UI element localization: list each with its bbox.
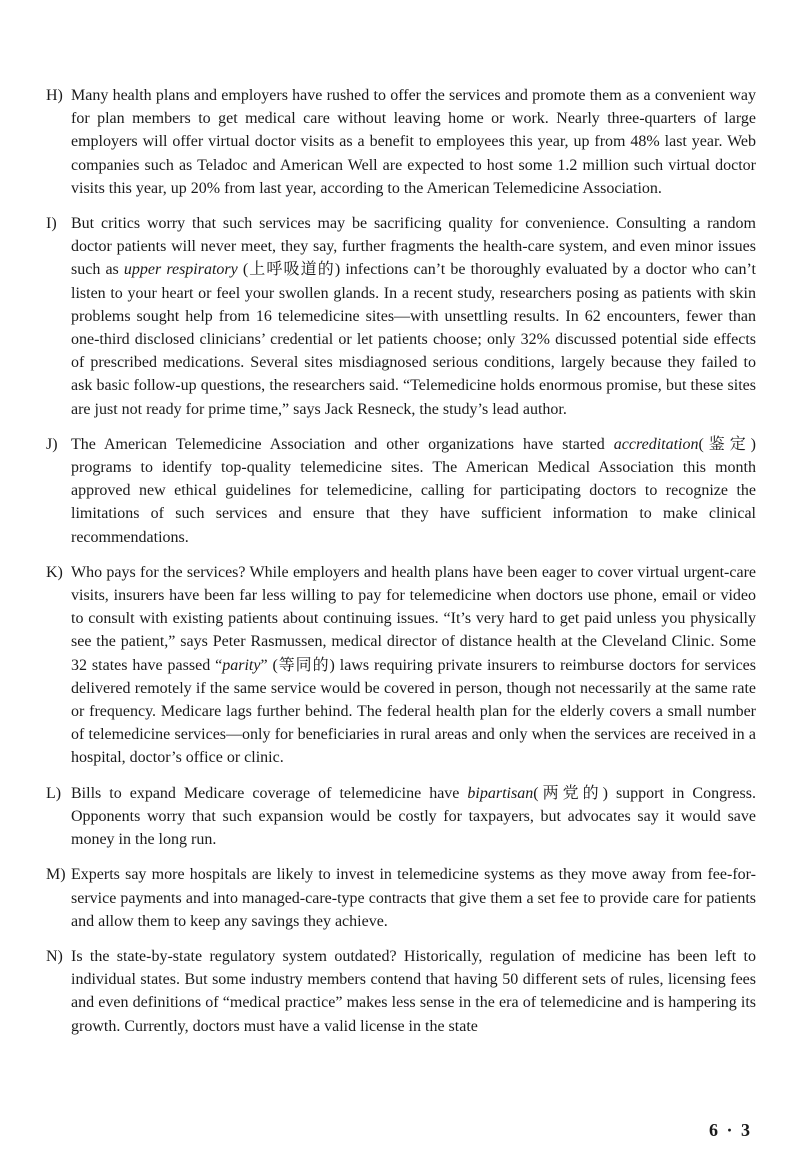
paragraph-text-cont: (鉴定) programs to identify top-quality telemedicine sites. The American Medical Association this month approved new ethical guidelines for telemedicine, calling for participating doctors to recognize the limitations of such services and ensure that they have sufficient information to make clinical recommendations. bbox=[71, 435, 756, 546]
paragraph-text: Experts say more hospitals are likely to invest in telemedicine systems as they move away from fee-for-service payments and into managed-care-type contracts that give them a set fee to provide care for patients and allow them to keep any savings they achieve. bbox=[71, 866, 756, 930]
paragraph-k bbox=[46, 561, 756, 770]
paragraph-text-cont: (两党的) support in Congress. Opponents worry that such expansion would be costly for taxpayers, but advocates say it would save money in the long run. bbox=[71, 784, 756, 849]
paragraph-letter: L) bbox=[46, 784, 62, 802]
paragraph-letter: I) bbox=[46, 215, 57, 233]
paragraph-text-cont: (上呼吸道的) infections can’t be thoroughly evaluated by a doctor who can’t listen to your heart or feel your swollen glands. In a recent study, researchers posing as patients with skin problems sought help from 16 telemedicine sites—with unsettling results. In 62 encounters, fewer than one-third disclosed clinicians’ credential or let patients choose; only 32% discussed potential side effects of prescribed medications. Several sites misdiagnosed serious conditions, largely because they failed to ask basic follow-up questions, the researchers said. “Telemedicine holds enormous promise, but these sites are just not ready for prime time,” says Jack Resneck, the study’s lead author. bbox=[71, 261, 757, 418]
paragraph-text: Bills to expand Medicare coverage of telemedicine have bbox=[71, 784, 468, 802]
page-number: 6 · 3 bbox=[708, 1120, 752, 1140]
paragraph-letter: J) bbox=[46, 435, 58, 453]
paragraph-letter: K) bbox=[46, 563, 63, 581]
paragraph-text: Who pays for the services? While employers and health plans have been eager to cover virtual urgent-care visits, insurers have been far less willing to pay for telemedicine when doctors use phone, email or video to consult with existing patients about continuing issues. “It’s very hard to get paid unless you physically see the patient,” says Peter Rasmussen, medical director of distance health at the Cleveland Clinic. Some 32 states have passed “ bbox=[71, 563, 756, 674]
paragraph-h bbox=[46, 84, 756, 200]
paragraph-i bbox=[46, 212, 756, 421]
italic-term: bipartisan bbox=[467, 784, 534, 802]
paragraph-letter: H) bbox=[46, 87, 63, 104]
italic-term: upper respiratory bbox=[123, 261, 238, 279]
paragraph-text: But critics worry that such services may be sacrificing quality for convenience. Consulting a random doctor patients will never meet, they say, further fragments the health-care system, and even minor issues such as bbox=[71, 215, 756, 279]
paragraph-j bbox=[46, 433, 756, 549]
paragraph-n bbox=[46, 945, 756, 1038]
italic-term: parity bbox=[222, 656, 261, 674]
paragraph-text: Many health plans and employers have rushed to offer the services and promote them as a convenient way for plan members to get medical care without leaving home or work. Nearly three-quarters of large employers will offer virtual doctor visits as a benefit to employees this year, up from 48% last year. Web companies such as Teladoc and American Well are expected to host some 1.2 million such virtual doctor visits this year, up 20% from last year, according to the American Telemedicine Association. bbox=[71, 87, 756, 197]
paragraph-text-cont: ” (等同的) laws requiring private insurers to reimburse doctors for services delivered remotely if the same service would be covered in person, though not necessarily at the same rate or frequency. Medicare lags further behind. The federal health plan for the elderly covers a small number of telemedicine services—only for beneficiaries in rural areas and only when the services are received in a hospital, doctor’s office or clinic. bbox=[71, 656, 756, 767]
paragraph-text: The American Telemedicine Association and other organizations have started bbox=[71, 435, 614, 453]
paragraph-m bbox=[46, 863, 756, 933]
paragraph-letter: M) bbox=[46, 866, 66, 884]
paragraph-l bbox=[46, 782, 756, 852]
paragraph-text: Is the state-by-state regulatory system outdated? Historically, regulation of medicine has been left to individual states. But some industry members contend that having 50 different sets of rules, licensing fees and even definitions of “medical practice” makes less sense in the era of telemedicine and is hampering its growth. Currently, doctors must have a valid license in the state bbox=[71, 947, 756, 1035]
paragraph-letter: N) bbox=[46, 947, 63, 965]
italic-term: accreditation bbox=[613, 435, 699, 453]
